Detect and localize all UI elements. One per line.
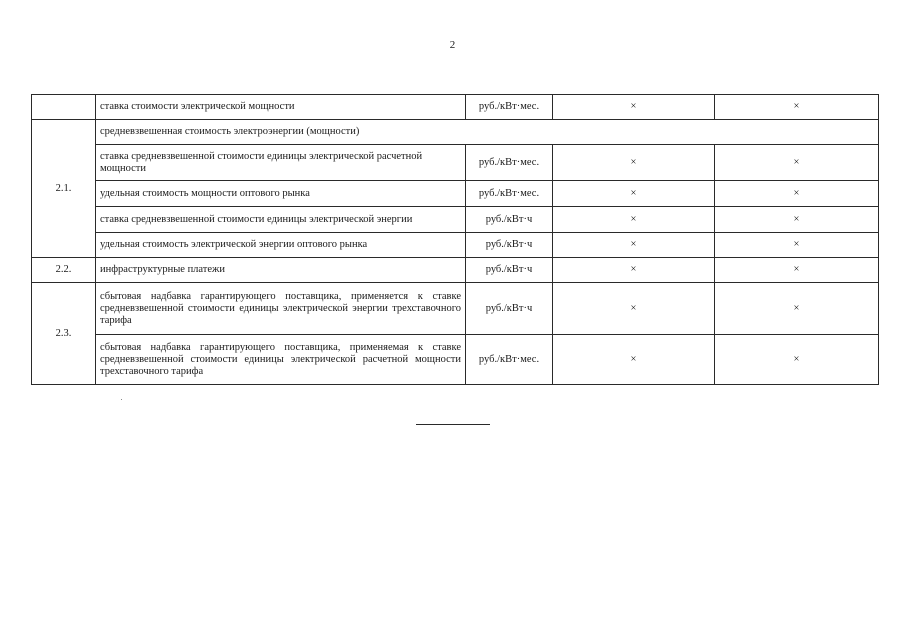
row-value-1: ×: [553, 233, 715, 258]
row-value-2: ×: [715, 145, 879, 181]
row-value-2: ×: [715, 95, 879, 120]
table-row: [32, 335, 879, 385]
row-name: сбытовая надбавка гарантирующего поставщика, применяемая к ставке средневзвешенной стоимости единицы электрической расчетной мощности трехставочного тарифа: [96, 335, 466, 385]
row-number: 2.3.: [32, 283, 96, 385]
row-name: сбытовая надбавка гарантирующего поставщика, применяется к ставке средневзвешенной стоимости единицы электрической энергии трехставочного тарифа: [96, 283, 466, 335]
document-end-line: [416, 424, 490, 425]
row-name: удельная стоимость электрической энергии оптового рынка: [96, 233, 466, 258]
row-value-2: ×: [715, 233, 879, 258]
row-unit: руб./кВт·мес.: [466, 335, 553, 385]
row-unit: руб./кВт·ч: [466, 207, 553, 233]
row-name: инфраструктурные платежи: [96, 258, 466, 283]
row-number: 2.2.: [32, 258, 96, 283]
row-unit: руб./кВт·ч: [466, 258, 553, 283]
tariff-table: [31, 94, 879, 385]
scan-speck: [121, 399, 122, 400]
table-row: [32, 145, 879, 181]
row-unit: руб./кВт·мес.: [466, 181, 553, 207]
row-value-2: ×: [715, 181, 879, 207]
row-value-1: ×: [553, 145, 715, 181]
row-name: удельная стоимость мощности оптового рынка: [96, 181, 466, 207]
row-value-2: ×: [715, 335, 879, 385]
row-name: ставка средневзвешенной стоимости единицы электрической расчетной мощности: [96, 145, 466, 181]
row-value-2: ×: [715, 207, 879, 233]
row-value-1: ×: [553, 258, 715, 283]
table-row: [32, 95, 879, 120]
row-value-1: ×: [553, 283, 715, 335]
row-value-1: ×: [553, 181, 715, 207]
table-row: [32, 181, 879, 207]
row-number: [32, 95, 96, 120]
row-unit: руб./кВт·ч: [466, 283, 553, 335]
table-row: [32, 283, 879, 335]
row-value-2: ×: [715, 258, 879, 283]
table-row: [32, 120, 879, 145]
table-row: [32, 233, 879, 258]
page-number: 2: [449, 39, 456, 51]
row-value-1: ×: [553, 95, 715, 120]
row-value-2: ×: [715, 283, 879, 335]
row-name: ставка стоимости электрической мощности: [96, 95, 466, 120]
table-row: [32, 207, 879, 233]
row-unit: руб./кВт·мес.: [466, 95, 553, 120]
row-unit: руб./кВт·ч: [466, 233, 553, 258]
row-unit: руб./кВт·мес.: [466, 145, 553, 181]
group-header: средневзвешенная стоимость электроэнергии (мощности): [96, 120, 879, 145]
row-value-1: ×: [553, 207, 715, 233]
row-name: ставка средневзвешенной стоимости единицы электрической энергии: [96, 207, 466, 233]
row-number: 2.1.: [32, 120, 96, 258]
table-row: [32, 258, 879, 283]
row-value-1: ×: [553, 335, 715, 385]
